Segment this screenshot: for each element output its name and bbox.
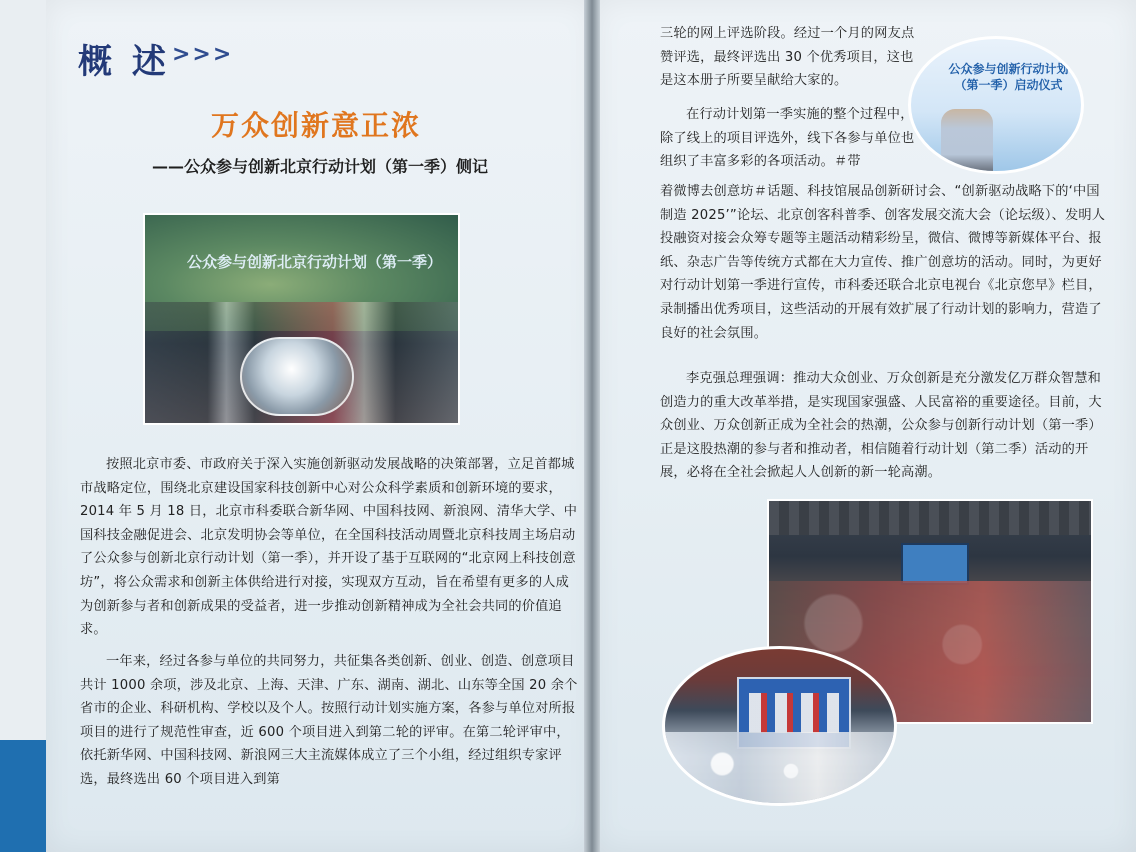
section-arrows: >>> bbox=[172, 42, 234, 67]
students-group bbox=[665, 732, 894, 803]
speaker-oval-photo bbox=[908, 36, 1084, 174]
article-subtitle: ——公众参与创新北京行动计划（第一季）侧记 bbox=[151, 157, 488, 176]
paragraph-left-2: 一年来，经过各参与单位的共同努力，共征集各类创新、创业、创造、创意项目共计 1000 余项，涉及北京、上海、天津、广东、湖南、湖北、山东等全国 20 余个省市的企业、科研机构、学校以及个人。按照行动计划实施方案，各参与单位对所报项目的进行了规范性审查，近 600 个项目进入到第二轮的评审。在第二轮评审中，依托新华网、中国科技网、新浪网三大主流媒体成立了三个小组，经过组织专家评选，最终选出 60 个项目进入到第 bbox=[80, 654, 578, 787]
exhibition-oval-photo bbox=[662, 646, 897, 806]
paragraph-right-1: 三轮的网上评选阶段。经过一个月的网友点赞评选，最终评选出 30 个优秀项目，这也是这本册子所要呈献给大家的。 bbox=[660, 26, 915, 89]
photo-globe bbox=[240, 337, 354, 416]
venue-roof bbox=[769, 501, 1091, 535]
venue-screen bbox=[901, 543, 969, 585]
section-title: 概 述 bbox=[78, 42, 170, 82]
article-title: 万众创新意正浓 bbox=[210, 109, 421, 142]
paragraph-right-2-cont: 着微博去创意坊＃话题、科技馆展品创新研讨会、“创新驱动战略下的‘中国制造 2025’”论坛、北京创客科普季、创客发展交流大会（论坛级）、发明人投融资对接会众筹专题等主题活动精彩纷呈，微信、微博等新媒体平台、报纸、杂志广告等传统方式都在大力宣传、推广创意坊的活动。同时，为更好对行动计划第一季进行宣传，市科委还联合北京电视台《北京您早》栏目，录制播出优秀项目，这些活动的开展有效扩展了行动计划的影响力，营造了良好的社会氛围。 bbox=[660, 184, 1106, 341]
paragraph-right-2: 在行动计划第一季实施的整个过程中，除了线上的项目评选外，线下各参与单位也组织了丰富多彩的各项活动。＃带 bbox=[660, 107, 915, 170]
binder-edge bbox=[0, 0, 46, 852]
oval-photo-sign: 公众参与创新行动计划（第一季）启动仪式 bbox=[948, 62, 1069, 92]
speaker-figure bbox=[941, 109, 993, 174]
paragraph-left-1: 按照北京市委、市政府关于深入实施创新驱动发展战略的决策部署，立足首都城市战略定位，围绕北京建设国家科技创新中心对公众科学素质和创新环境的要求，2014 年 5 月 18 日，北京市科委联合新华网、中国科技网、新浪网、清华大学、中国科技金融促进会、北京发明协会等单位，在全国科技活动周暨北京科技周主场启动了公众参与创新北京行动计划（第一季），并开设了基于互联网的“北京网上科技创意坊”，将公众需求和创新主体供给进行对接，实现双方互动，旨在希望有更多的人成为创新参与者和创新成果的受益者，进一步推动创新精神成为全社会共同的价值追求。 bbox=[80, 457, 578, 638]
cover-strip bbox=[0, 740, 46, 852]
paragraph-right-3: 李克强总理强调：推动大众创业、万众创新是充分激发亿万群众智慧和创造力的重大改革举措，是实现国家强盛、人民富裕的重要途径。目前，大众创业、万众创新正成为全社会的热潮，公众参与创新行动计划（第一季）正是这股热潮的参与者和推动者，相信随着行动计划（第二季）活动的开展，必将在全社会掀起人人创新的新一轮高潮。 bbox=[660, 371, 1102, 481]
photo-banner-text: 公众参与创新北京行动计划（第一季） bbox=[187, 253, 443, 271]
launch-ceremony-photo bbox=[143, 213, 460, 425]
book-gutter bbox=[584, 0, 600, 852]
